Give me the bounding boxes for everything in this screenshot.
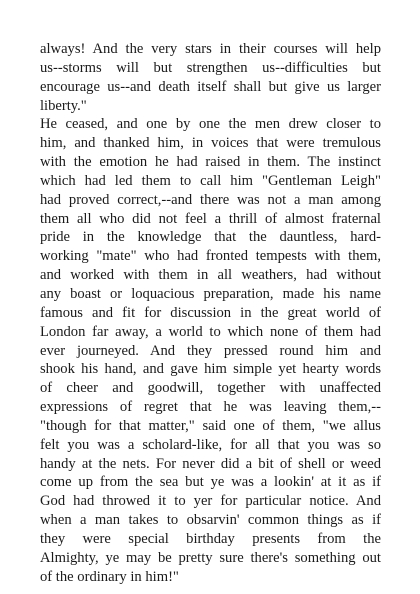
text-line: famous and fit for discussion in the great world of: [40, 304, 381, 321]
text-line: shook his hand, and gave him simple yet hearty words: [40, 361, 381, 378]
text-line: liberty.": [40, 97, 87, 114]
text-line: them all who did not feel a thrill of almost fraternal: [40, 210, 381, 227]
text-line: expressions of regret that he was leaving them,--: [40, 399, 381, 416]
text-line: come up from the sea but ye was a lookin' at it as if: [40, 474, 381, 491]
text-line: when a man takes to obsarvin' common things as if: [40, 512, 381, 529]
text-line: encourage us--and death itself shall but give us larger: [40, 78, 381, 95]
text-line: and worked with them in all weathers, had without: [40, 267, 381, 284]
text-line: they were special birthday presents from the: [40, 530, 381, 547]
paragraph-1: [40, 40, 381, 115]
text-line: pride in the knowledge that the dauntless, hard-: [40, 229, 381, 246]
text-line: of cheer and goodwill, together with unaffected: [40, 380, 381, 397]
paragraph-2: [40, 115, 381, 586]
text-line: any boast or loquacious preparation, made his name: [40, 285, 381, 302]
text-line: "though for that matter," said one of them, "we allus: [40, 417, 381, 434]
text-line: with the emotion he had raised in them. The instinct: [40, 154, 381, 171]
text-line: ever journeyed. And they pressed round him and: [40, 342, 381, 359]
text-line: handy at the nets. For never did a bit of shell or weed: [40, 455, 381, 472]
text-line: had proved correct,--and there was not a man among: [40, 191, 381, 208]
text-line: which had led them to call him "Gentleman Leigh": [40, 172, 381, 189]
text-line: always! And the very stars in their courses will help: [40, 41, 381, 57]
text-line: London far away, a world to which none of them had: [40, 323, 381, 340]
text-line: us--storms will but strengthen us--difficulties but: [40, 59, 381, 76]
text-line: God had throwed it to yer for particular notice. And: [40, 493, 381, 510]
text-line: Almighty, ye may be pretty sure there's something out: [40, 549, 381, 566]
book-page: [40, 40, 381, 586]
text-line: him, and thanked him, in voices that were tremulous: [40, 135, 381, 152]
text-line: working "mate" who had fronted tempests with them,: [40, 248, 381, 265]
text-line: of the ordinary in him!": [40, 568, 179, 585]
text-line: He ceased, and one by one the men drew closer to: [40, 116, 381, 133]
text-line: felt you was a scholard-like, for all that you was so: [40, 436, 381, 453]
